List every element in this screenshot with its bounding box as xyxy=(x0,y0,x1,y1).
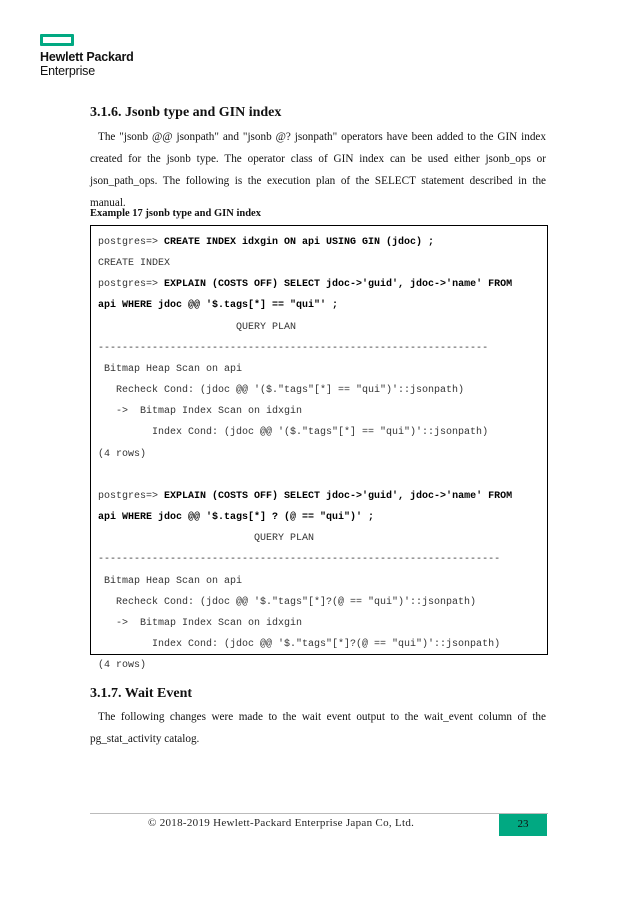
code-line: QUERY PLAN xyxy=(98,321,297,333)
code-line: Bitmap Heap Scan on api xyxy=(98,575,243,587)
code-line: -> Bitmap Index Scan on idxgin xyxy=(98,617,303,629)
code-line-command: CREATE INDEX idxgin ON api USING GIN (jdoc) ; xyxy=(164,237,435,248)
code-line: postgres=> xyxy=(98,279,165,291)
code-line: Index Cond: (jdoc @@ '($."tags"[*] == "qui")'::jsonpath) xyxy=(98,427,489,439)
code-line: Recheck Cond: (jdoc @@ '($."tags"[*] == "qui")'::jsonpath) xyxy=(98,385,465,397)
code-line: postgres=> xyxy=(98,490,165,502)
example-caption: Example 17 jsonb type and GIN index xyxy=(90,208,261,219)
code-line-command: EXPLAIN (COSTS OFF) SELECT jdoc->'guid', jdoc->'name' FROM xyxy=(164,279,513,291)
code-line: (4 rows) xyxy=(98,448,147,460)
section-heading-jsonb: 3.1.6. Jsonb type and GIN index xyxy=(90,105,282,120)
code-line-command: EXPLAIN (COSTS OFF) SELECT jdoc->'guid', jdoc->'name' FROM xyxy=(164,490,513,502)
code-line: -> Bitmap Index Scan on idxgin xyxy=(98,406,303,418)
section-heading-wait-event: 3.1.7. Wait Event xyxy=(90,686,193,701)
section-paragraph-wait-event xyxy=(90,706,546,750)
section-paragraph-jsonb xyxy=(90,126,546,214)
code-line: ------------------------------------------------------------------- xyxy=(98,554,501,566)
code-line: Recheck Cond: (jdoc @@ '$."tags"[*]?(@ == "qui")'::jsonpath) xyxy=(98,596,477,608)
code-line: QUERY PLAN xyxy=(98,533,315,545)
logo-text-line2: Enterprise xyxy=(40,64,95,78)
code-example-box xyxy=(90,225,548,672)
code-line: (4 rows) xyxy=(98,660,147,672)
code-line: CREATE INDEX xyxy=(98,258,171,270)
code-line: postgres=> xyxy=(98,237,165,248)
footer-copyright: © 2018-2019 Hewlett-Packard Enterprise Japan Co, Ltd. xyxy=(148,817,415,829)
footer-divider xyxy=(90,813,548,814)
code-line: Bitmap Heap Scan on api xyxy=(98,363,243,375)
code-line: Index Cond: (jdoc @@ '$."tags"[*]?(@ == "qui")'::jsonpath) xyxy=(98,638,501,650)
page-number: 23 xyxy=(499,814,547,836)
hpe-logo xyxy=(40,34,134,78)
code-line-command: api WHERE jdoc @@ '$.tags[*] == "qui"' ; xyxy=(98,300,339,312)
paragraph-text: The "jsonb @@ jsonpath" and "jsonb @? jsonpath" operators have been added to the GIN index created for the jsonb type. The operator class of GIN index can be used either jsonb_ops or json_path_ops. The following is the execution plan of the SELECT statement described in the manual. xyxy=(90,131,546,209)
code-listing xyxy=(91,226,547,676)
paragraph-text: The following changes were made to the wait event output to the wait_event column of the pg_stat_activity catalog. xyxy=(90,711,546,745)
code-line-command: api WHERE jdoc @@ '$.tags[*] ? (@ == "qui")' ; xyxy=(98,512,375,524)
logo-text-line1: Hewlett Packard xyxy=(40,50,134,64)
hpe-logo-rectangle-icon xyxy=(40,34,74,46)
code-line: ----------------------------------------------------------------- xyxy=(98,342,489,354)
